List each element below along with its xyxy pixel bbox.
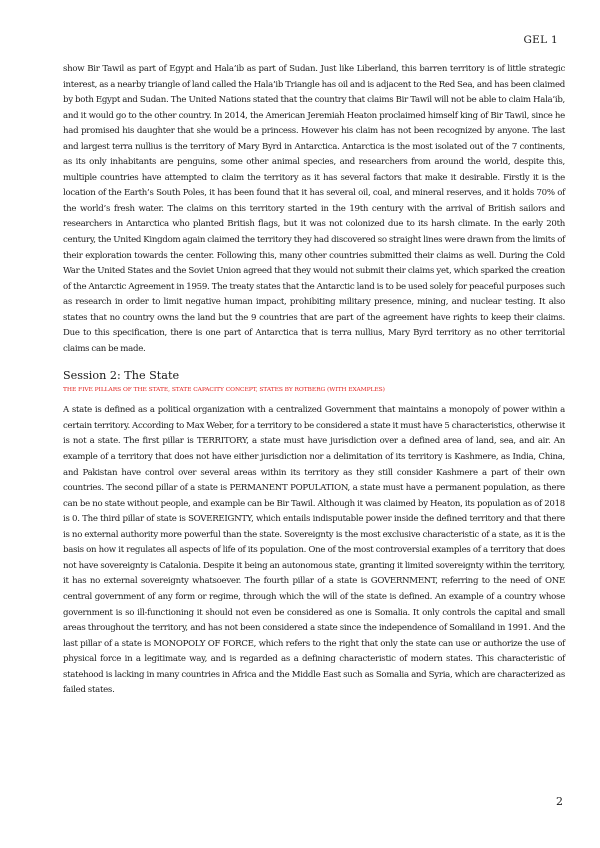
paragraph-terra-nullius: show Bir Tawil as part of Egypt and Hala’ib as part of Sudan. Just like Liberland, this barren territory is of little strategic interest, as a nearby triangle of land called the Hala’ib Triangle has oil and is adjacent to the Red Sea, and has been claimed by both Egypt and Sudan. The United Nations stated that the country that claims Bir Tawil will not be able to claim Hala’ib, and it would go to the other country. In 2014, the American Jeremiah Heaton proclaimed himself king of Bir Tawil, since he had promised his daughter that she would be a princess. However his claim has not been recognized by anyone. The last and largest terra nullius is the territory of Mary Byrd in Antarctica. Antarctica is the most isolated out of the 7 continents, as its only inhabitants are penguins, some other animal species, and researchers from around the world, despite this, multiple countries have attempted to claim the territory as it has several factors that make it desirable. Firstly it is the location of the Earth’s South Poles, it has been found that it has several oil, coal, and mineral reserves, and it holds 70% of the world’s fresh water. The claims on this territory started in the 19th century with the arrival of British sailors and researchers in Antarctica who planted British flags, but it was not colonized due to its harsh climate. In the early 20th century, the United Kingdom again claimed the territory they had discovered so straight lines were drawn from the limits of their exploration towards the center. Following this, many other countries submitted their claims as well. During the Cold War the United States and the Soviet Union agreed that they would not submit their claims yet, which sparked the creation of the Antarctic Agreement in 1959. The treaty states that the Antarctic land is to be used solely for peaceful purposes such as research in order to limit negative human impact, prohibiting military presence, mining, and nuclear testing. It also states that no country owns the land but the 9 countries that are part of the agreement have rights to keep their claims. Due to this specification, there is one part of Antarctica that is terra nullius, Mary Byrd territory as no other territorial claims can be made. bbox=[63, 64, 565, 354]
paragraph-state-definition: A state is defined as a political organization with a centralized Government that maintains a monopoly of power within a certain territory. According to Max Weber, for a territory to be considered a state it must have 5 characteristics, otherwise it is not a state. The first pillar is TERRITORY, a state must have jurisdiction over a defined area of land, sea, and air. An example of a territory that does not have either jurisdiction nor a delimitation of its territory is Kashmere, as India, China, and Pakistan have control over several areas within its territory as they still consider Kashmere a part of their own countries. The second pillar of a state is PERMANENT POPULATION, a state must have a permanent population, as there can be no state without people, and example can be Bir Tawil. Although it was claimed by Heaton, its population as of 2018 is 0. The third pillar of state is SOVEREIGNTY, which entails indisputable power inside the defined territory and that there is no external authority more powerful than the state. Sovereignty is the most exclusive characteristic of a state, as it is the basis on how it regulates all aspects of life of its population. One of the most controversial examples of a territory that does not have sovereignty is Catalonia. Despite it being an autonomous state, granting it limited sovereignty within the territory, it has no external sovereignty whatsoever. The fourth pillar of a state is GOVERNMENT, referring to the need of ONE central government of any form or regime, through which the will of the state is defined. An example of a country whose government is so ill-functioning it should not even be considered as one is Somalia. It only controls the capital and small areas throughout the territory, and has not been considered a state since the independence of Somaliland in 1991. And the last pillar of a state is MONOPOLY OF FORCE, which refers to the right that only the state can use or authorize the use of physical force in a legitimate way, and is regarded as a defining characteristic of modern states. This characteristic of statehood is lacking in many countries in Africa and the Middle East such as Somalia and Syria, which are characterized as failed states. bbox=[63, 405, 565, 696]
section-title: Session 2: The State bbox=[63, 369, 180, 383]
section-subtitle: THE FIVE PILLARS OF THE STATE, STATE CAPACITY CONCEPT, STATES BY ROTBERG (WITH EXAMPLES) bbox=[63, 387, 385, 394]
running-header: GEL 1 bbox=[523, 34, 558, 46]
page-number: 2 bbox=[556, 795, 563, 808]
page-body bbox=[63, 62, 565, 699]
